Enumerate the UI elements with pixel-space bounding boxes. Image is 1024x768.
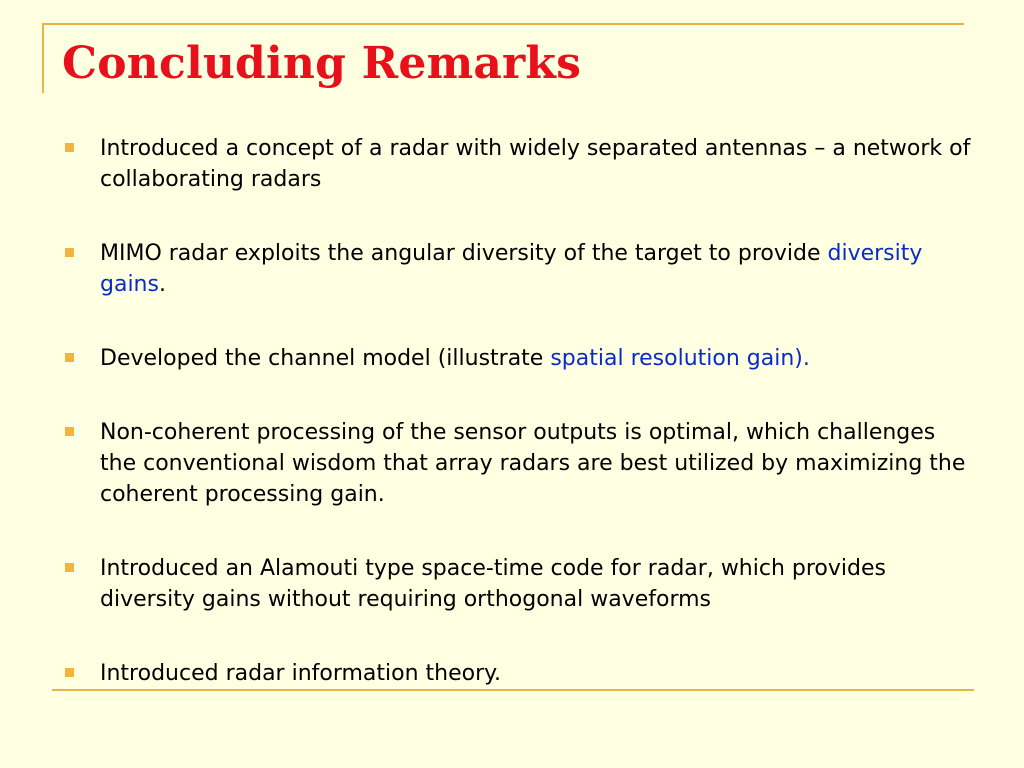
bullet-emphasis-text: spatial resolution gain). [550, 346, 810, 371]
bullet-item [62, 658, 972, 689]
bullet-text: . [158, 272, 166, 297]
bullet-text: MIMO radar exploits the angular diversity of the target to provide [100, 241, 828, 266]
bottom-rule [52, 689, 974, 691]
square-bullet-icon [65, 563, 74, 572]
bullet-item [62, 238, 972, 300]
bullet-text: Developed the channel model (illustrate [100, 346, 551, 371]
bullet-emphasis-text: diversity gains [100, 241, 923, 297]
square-bullet-icon [65, 427, 74, 436]
bullet-item [62, 417, 972, 510]
bullet-item [62, 343, 972, 374]
top-rule [42, 23, 964, 25]
slide-title: Concluding Remarks [62, 38, 582, 89]
bullet-item [62, 553, 972, 615]
bullet-text: Non-coherent processing of the sensor outputs is optimal, which challenges the conventional wisdom that array radars are best utilized by maximizing the coherent processing gain. [100, 420, 966, 507]
square-bullet-icon [65, 143, 74, 152]
bullet-text: Introduced radar information theory. [100, 661, 502, 686]
square-bullet-icon [65, 248, 74, 257]
square-bullet-icon [65, 353, 74, 362]
bullet-item [62, 133, 972, 195]
square-bullet-icon [65, 668, 74, 677]
left-rule [42, 23, 44, 93]
bullet-text: Introduced a concept of a radar with widely separated antennas – a network of collaborating radars [100, 136, 971, 192]
bullet-text: Introduced an Alamouti type space-time code for radar, which provides diversity gains without requiring orthogonal waveforms [100, 556, 886, 612]
bullet-list [62, 133, 972, 689]
